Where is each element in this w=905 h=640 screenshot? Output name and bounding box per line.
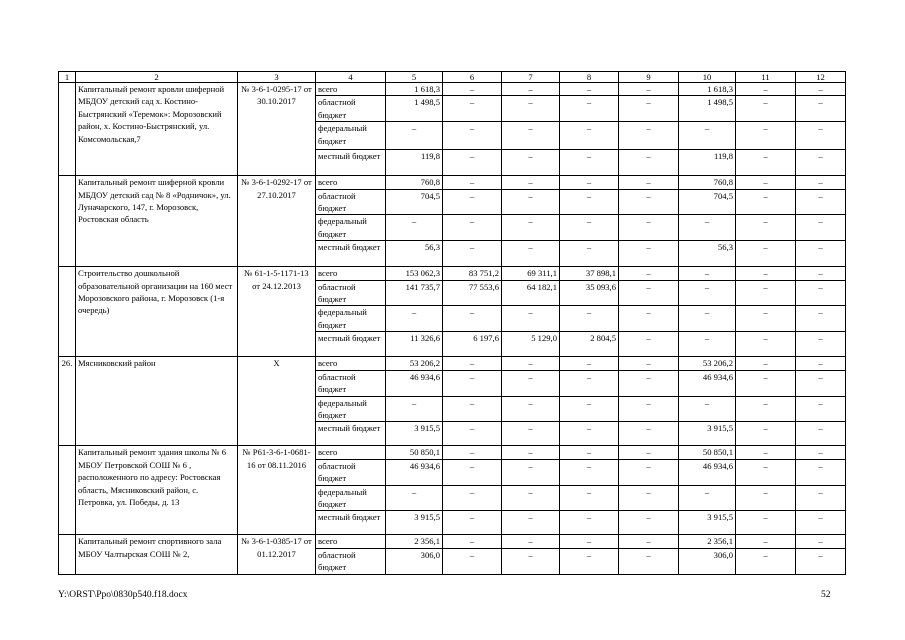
amount-cell: – [619,422,679,446]
column-number-5: 5 [386,72,443,83]
amount-cell: – [502,370,560,396]
amount-cell: – [502,176,560,189]
amount-cell: – [736,176,796,189]
table-row [59,535,846,548]
amount-cell: – [619,241,679,267]
amount-cell: 56,3 [386,241,443,267]
funding-source: местный бюджет [316,150,386,176]
amount-cell: 2 356,1 [386,535,443,548]
funding-source: всего [316,267,386,280]
amount-cell: 3 915,5 [386,511,443,535]
amount-cell: – [502,83,560,96]
amount-cell: – [619,215,679,241]
amount-cell: – [736,535,796,548]
funding-source: областной бюджет [316,459,386,485]
amount-cell: – [443,459,502,485]
amount-cell: 306,0 [679,548,736,574]
funding-source: всего [316,357,386,370]
amount-cell: – [560,189,619,215]
amount-cell: – [736,241,796,267]
amount-cell: 1 498,5 [679,96,736,122]
amount-cell: – [443,396,502,422]
amount-cell: – [443,548,502,574]
amount-cell: 69 311,1 [502,267,560,280]
funding-source: областной бюджет [316,280,386,306]
amount-cell: – [443,357,502,370]
amount-cell: – [679,396,736,422]
table-row [59,83,846,96]
amount-cell: – [502,422,560,446]
amount-cell: – [560,215,619,241]
amount-cell: – [560,422,619,446]
column-number-1: 1 [59,72,76,83]
amount-cell: 56,3 [679,241,736,267]
column-number-3: 3 [238,72,316,83]
amount-cell: – [560,459,619,485]
amount-cell: – [679,485,736,511]
amount-cell: 46 934,6 [679,370,736,396]
column-number-4: 4 [316,72,386,83]
column-number-6: 6 [443,72,502,83]
page-number: 52 [821,590,831,600]
amount-cell: – [736,122,796,150]
amount-cell: – [796,83,846,96]
file-path: Y:\ORST\Ppo\0830p540.f18.docx [58,590,188,600]
document-reference: № Р61-3-6-1-0681-16 от 08.11.2016 [238,446,316,535]
amount-cell: – [736,548,796,574]
amount-cell: – [736,96,796,122]
amount-cell: – [560,150,619,176]
amount-cell: 50 850,1 [679,446,736,459]
amount-cell: – [443,150,502,176]
row-index [59,83,76,176]
amount-cell: – [796,189,846,215]
amount-cell: 760,8 [386,176,443,189]
funding-source: местный бюджет [316,241,386,267]
amount-cell: – [619,189,679,215]
amount-cell: – [619,459,679,485]
funding-source: федеральный бюджет [316,396,386,422]
amount-cell: – [796,370,846,396]
column-number-7: 7 [502,72,560,83]
table-row [59,176,846,189]
document-reference: № 61-1-5-1171-13 от 24.12.2013 [238,267,316,357]
amount-cell: – [619,83,679,96]
amount-cell: – [619,150,679,176]
amount-cell: – [386,485,443,511]
amount-cell: – [796,306,846,332]
amount-cell: 306,0 [386,548,443,574]
amount-cell: – [502,485,560,511]
amount-cell: – [619,357,679,370]
amount-cell: – [443,370,502,396]
document-reference: № 3-6-1-0292-17 от 27.10.2017 [238,176,316,267]
amount-cell: 153 062,3 [386,267,443,280]
amount-cell: – [736,189,796,215]
funding-source: всего [316,83,386,96]
amount-cell: 2 804,5 [560,332,619,357]
row-index [59,446,76,535]
amount-cell: – [796,511,846,535]
amount-cell: 53 206,2 [386,357,443,370]
amount-cell: – [560,511,619,535]
amount-cell: 83 751,2 [443,267,502,280]
amount-cell: – [443,176,502,189]
amount-cell: – [796,446,846,459]
funding-source: всего [316,446,386,459]
amount-cell: – [736,150,796,176]
amount-cell: – [443,511,502,535]
amount-cell: 53 206,2 [679,357,736,370]
funding-source: местный бюджет [316,422,386,446]
amount-cell: – [619,96,679,122]
amount-cell: – [736,459,796,485]
amount-cell: – [560,122,619,150]
funding-source: федеральный бюджет [316,485,386,511]
amount-cell: 46 934,6 [679,459,736,485]
amount-cell: 37 898,1 [560,267,619,280]
amount-cell: – [679,332,736,357]
amount-cell: – [796,150,846,176]
amount-cell: – [443,241,502,267]
amount-cell: – [679,267,736,280]
amount-cell: – [619,176,679,189]
column-number-11: 11 [736,72,796,83]
funding-table [58,71,846,575]
amount-cell: – [443,422,502,446]
amount-cell: – [736,370,796,396]
amount-cell: 2 356,1 [679,535,736,548]
amount-cell: – [736,332,796,357]
amount-cell: 46 934,6 [386,459,443,485]
funding-source: всего [316,176,386,189]
amount-cell: – [619,280,679,306]
amount-cell: – [796,548,846,574]
amount-cell: 35 093,6 [560,280,619,306]
amount-cell: – [443,215,502,241]
funding-source: областной бюджет [316,548,386,574]
funding-source: областной бюджет [316,189,386,215]
funding-source: федеральный бюджет [316,215,386,241]
amount-cell: – [502,511,560,535]
amount-cell: – [736,215,796,241]
amount-cell: – [619,511,679,535]
amount-cell: – [502,396,560,422]
amount-cell: 3 915,5 [679,422,736,446]
amount-cell: – [619,306,679,332]
column-number-10: 10 [679,72,736,83]
amount-cell: – [619,332,679,357]
amount-cell: – [796,122,846,150]
document-reference: № 3-6-1-0385-17 от 01.12.2017 [238,535,316,574]
amount-cell: 5 129,0 [502,332,560,357]
amount-cell: – [796,396,846,422]
amount-cell: – [443,96,502,122]
amount-cell: – [502,96,560,122]
table-row [59,267,846,280]
amount-cell: – [679,122,736,150]
funding-source: федеральный бюджет [316,306,386,332]
amount-cell: – [619,535,679,548]
amount-cell: – [679,306,736,332]
row-index [59,176,76,267]
funding-source: областной бюджет [316,370,386,396]
column-number-2: 2 [76,72,238,83]
amount-cell: – [386,215,443,241]
amount-cell: – [619,485,679,511]
amount-cell: – [796,96,846,122]
amount-cell: – [560,96,619,122]
object-name: Капитальный ремонт спортивного зала МБОУ Чалтырская СОШ № 2, [76,535,238,574]
amount-cell: – [560,446,619,459]
object-name: Капитальный ремонт кровли шиферной МБДОУ детский сад х. Костино-Быстрянский «Теремок»: Морозовский район, х. Костино-Быстрянский, ул. Комсомольская,7 [76,83,238,176]
object-name: Капитальный ремонт шиферной кровли МБДОУ детский сад № 8 «Родничок», ул. Луначарского, 147, г. Морозовск, Ростовская область [76,176,238,267]
amount-cell: 46 934,6 [386,370,443,396]
amount-cell: 704,5 [679,189,736,215]
document-reference: № 3-6-1-0295-17 от 30.10.2017 [238,83,316,176]
amount-cell: – [736,306,796,332]
amount-cell: – [736,511,796,535]
amount-cell: – [443,83,502,96]
amount-cell: – [736,396,796,422]
amount-cell: – [796,535,846,548]
amount-cell: – [796,357,846,370]
amount-cell: – [736,280,796,306]
amount-cell: – [796,332,846,357]
amount-cell: 64 182,1 [502,280,560,306]
object-name: Капитальный ремонт здания школы № 6 МБОУ Петровской СОШ № 6 , расположенного по адресу: Ростовская область, Мясниковский район, с. Петровка, ул. Победы, д. 13 [76,446,238,535]
column-number-8: 8 [560,72,619,83]
amount-cell: – [796,215,846,241]
amount-cell: 1 618,3 [679,83,736,96]
table-body [59,72,846,575]
amount-cell: – [502,241,560,267]
amount-cell: – [619,122,679,150]
amount-cell: – [502,150,560,176]
amount-cell: – [560,176,619,189]
amount-cell: – [619,446,679,459]
amount-cell: – [443,485,502,511]
amount-cell: – [560,535,619,548]
amount-cell: – [443,189,502,215]
amount-cell: – [386,396,443,422]
amount-cell: – [736,357,796,370]
amount-cell: – [502,535,560,548]
funding-source: всего [316,535,386,548]
amount-cell: 704,5 [386,189,443,215]
object-name: Строительство дошкольной образовательной организации на 160 мест Морозовского района, г. Морозовск (1-я очередь) [76,267,238,357]
amount-cell: – [796,267,846,280]
amount-cell: – [502,122,560,150]
amount-cell: 3 915,5 [679,511,736,535]
amount-cell: – [560,548,619,574]
amount-cell: – [560,306,619,332]
amount-cell: – [502,548,560,574]
amount-cell: – [502,446,560,459]
amount-cell: – [796,280,846,306]
column-number-12: 12 [796,72,846,83]
amount-cell: 1 498,5 [386,96,443,122]
amount-cell: – [502,306,560,332]
amount-cell: 141 735,7 [386,280,443,306]
funding-source: местный бюджет [316,511,386,535]
amount-cell: 3 915,5 [386,422,443,446]
amount-cell: – [560,485,619,511]
amount-cell: – [502,215,560,241]
amount-cell: 6 197,6 [443,332,502,357]
amount-cell: – [796,485,846,511]
amount-cell: – [679,215,736,241]
amount-cell: – [619,548,679,574]
amount-cell: – [443,446,502,459]
amount-cell: – [443,122,502,150]
table-row [59,357,846,370]
amount-cell: – [502,357,560,370]
amount-cell: 1 618,3 [386,83,443,96]
amount-cell: 119,8 [386,150,443,176]
amount-cell: – [560,396,619,422]
amount-cell: – [619,396,679,422]
amount-cell: – [443,535,502,548]
amount-cell: – [736,485,796,511]
amount-cell: – [502,189,560,215]
amount-cell: – [443,306,502,332]
funding-source: областной бюджет [316,96,386,122]
amount-cell: – [796,176,846,189]
amount-cell: – [560,241,619,267]
amount-cell: – [796,459,846,485]
amount-cell: 77 553,6 [443,280,502,306]
column-number-9: 9 [619,72,679,83]
funding-source: местный бюджет [316,332,386,357]
amount-cell: – [796,422,846,446]
row-index: 26. [59,357,76,446]
amount-cell: – [560,357,619,370]
amount-cell: – [736,83,796,96]
amount-cell: – [386,306,443,332]
object-name: Мясниковский район [76,357,238,446]
document-reference: Х [238,357,316,446]
row-index [59,535,76,574]
amount-cell: – [679,280,736,306]
amount-cell: – [736,422,796,446]
amount-cell: 119,8 [679,150,736,176]
table-row [59,446,846,459]
amount-cell: – [796,241,846,267]
amount-cell: – [736,446,796,459]
amount-cell: 11 326,6 [386,332,443,357]
amount-cell: – [502,459,560,485]
funding-source: федеральный бюджет [316,122,386,150]
row-index [59,267,76,357]
amount-cell: 760,8 [679,176,736,189]
amount-cell: – [619,370,679,396]
amount-cell: – [560,370,619,396]
amount-cell: – [619,267,679,280]
amount-cell: – [560,83,619,96]
amount-cell: – [386,122,443,150]
amount-cell: 50 850,1 [386,446,443,459]
amount-cell: – [736,267,796,280]
column-number-row [59,72,846,83]
